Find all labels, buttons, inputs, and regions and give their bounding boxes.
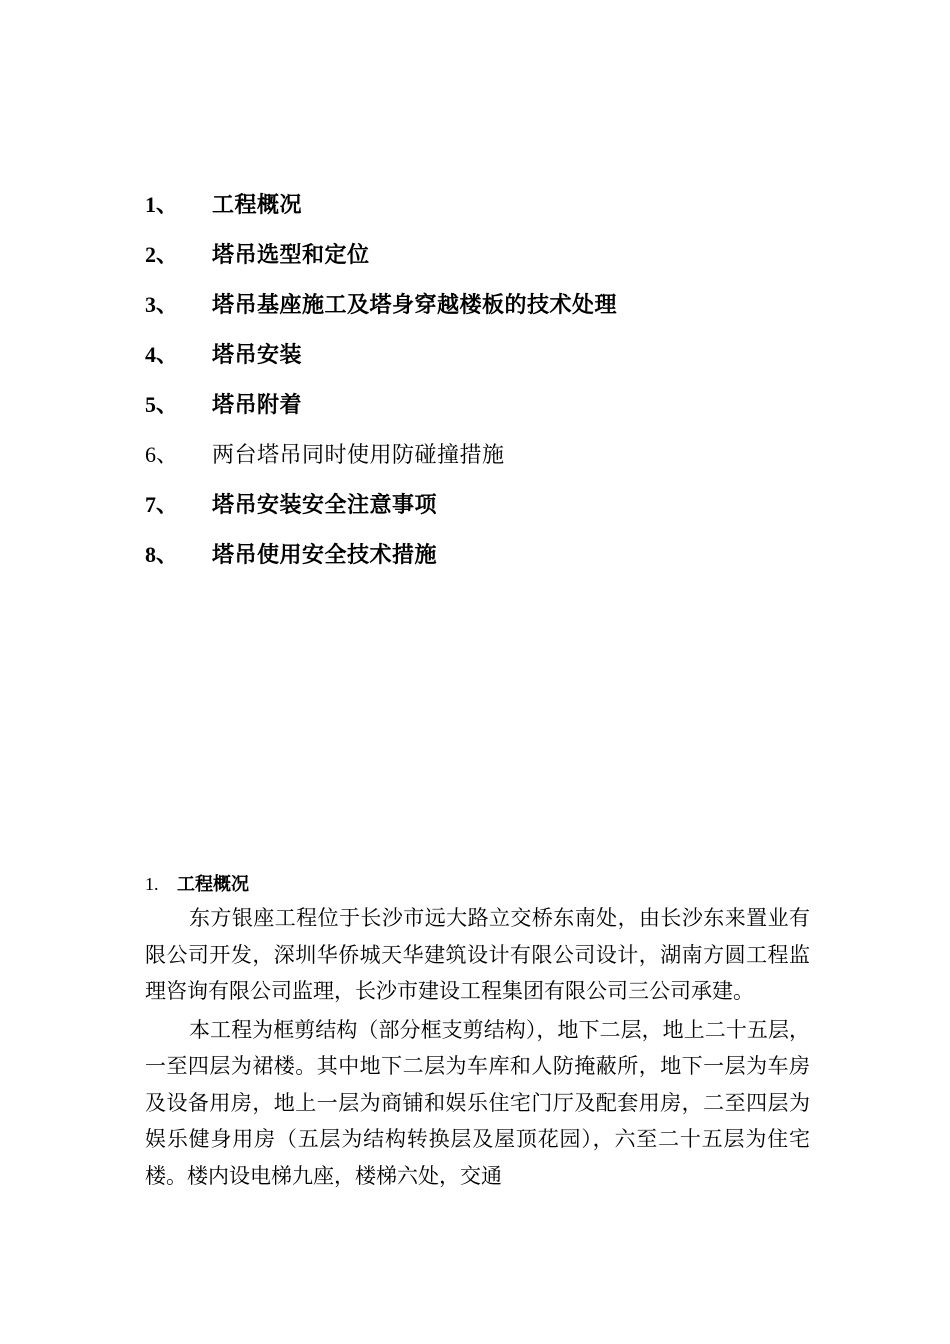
body-paragraph-2: 本工程为框剪结构（部分框支剪结构），地下二层，地上二十五层，一至四层为裙楼。其中地下二层为车库和人防掩蔽所，地下一层为车房及设备用房，地上一层为商铺和娱乐住宅门厅及配套用房，二至四层为娱乐健身用房（五层为结构转换层及屋顶花园），六至二十五层为住宅楼。楼内设电梯九座，楼梯六处，交通 [145,1017,810,1188]
toc-item-number: 6、 [145,441,179,467]
toc-item-label: 塔吊基座施工及塔身穿越楼板的技术处理 [212,292,618,318]
toc-item-number: 1、 [145,191,179,217]
toc-item-label: 塔吊选型和定位 [212,242,370,268]
toc-item-number: 5、 [145,391,179,417]
toc-item-number: 2、 [145,241,179,267]
toc-item-2 [145,228,845,278]
toc-item-label: 两台塔吊同时使用防碰撞措施 [212,442,505,468]
toc-item-number: 8、 [145,541,179,567]
toc-item-label: 塔吊使用安全技术措施 [212,542,438,568]
toc-item-label: 工程概况 [212,192,303,218]
toc-item-number: 3、 [145,291,179,317]
section-title: 工程概况 [177,874,249,895]
toc-item-5 [145,378,845,428]
toc-item-4 [145,328,845,378]
toc-item-6 [145,428,845,478]
toc-item-label: 塔吊安装安全注意事项 [212,492,438,518]
toc-item-1 [145,178,845,228]
toc-item-label: 塔吊附着 [212,392,303,418]
toc-item-8 [145,528,845,578]
toc-item-3 [145,278,845,328]
section-heading [145,870,810,900]
table-of-contents [145,178,845,578]
body-paragraph-1: 东方银座工程位于长沙市远大路立交桥东南处，由长沙东来置业有限公司开发，深圳华侨城天华建筑设计有限公司设计，湖南方圆工程监理咨询有限公司监理，长沙市建设工程集团有限公司三公司承建。 [145,906,810,1003]
toc-item-number: 4、 [145,341,179,367]
toc-item-number: 7、 [145,491,179,517]
toc-item-7 [145,478,845,528]
toc-item-label: 塔吊安装 [212,342,303,368]
section-number: 1. [145,874,159,894]
section-project-overview [145,870,810,1194]
